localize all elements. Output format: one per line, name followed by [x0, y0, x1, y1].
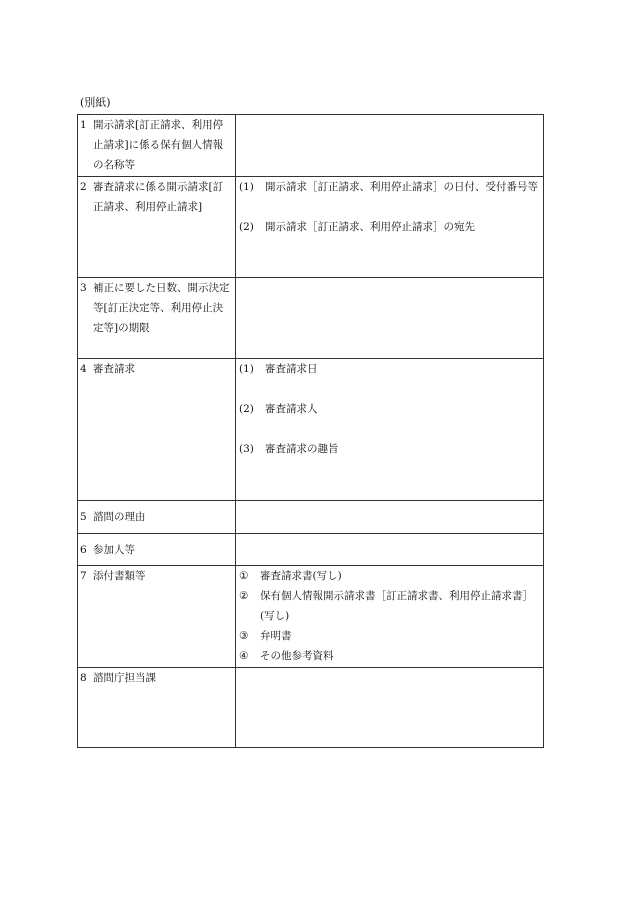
item-number: 1 — [80, 119, 87, 131]
entry-marker: ③ — [239, 630, 249, 642]
table-row — [78, 177, 544, 278]
item-content-cell — [236, 115, 544, 177]
entry-text: その他参考資料 — [260, 650, 334, 662]
content-entry — [238, 646, 541, 666]
attachment-label: (別紙) — [80, 96, 111, 109]
entry-text: 審査請求書(写し) — [260, 570, 342, 582]
item-label: 開示請求[訂正請求、利用停止請求]に係る保有個人情報の名称等 — [93, 119, 224, 171]
content-entry — [238, 177, 541, 197]
entry-marker: ② — [239, 590, 249, 602]
table-row — [78, 668, 544, 748]
item-label: 参加人等 — [93, 543, 135, 556]
item-label-cell — [78, 177, 236, 278]
table-row — [78, 115, 544, 177]
entry-text: 保有個人情報開示請求書［訂正請求書、利用停止請求書］(写し) — [260, 590, 533, 622]
item-number: 7 — [80, 570, 87, 582]
entry-text: 審査請求人 — [265, 403, 318, 415]
item-content-cell — [236, 359, 544, 501]
entry-marker: ① — [239, 570, 249, 582]
entry-marker: (2) — [239, 221, 254, 233]
table-row — [78, 566, 544, 668]
item-content-cell — [236, 534, 544, 566]
entry-text: 弁明書 — [260, 630, 292, 642]
entry-text: 開示請求［訂正請求、利用停止請求］の日付、受付番号等 — [265, 181, 538, 193]
item-label-cell — [78, 534, 236, 566]
item-label-cell — [78, 278, 236, 359]
item-content-cell — [236, 668, 544, 748]
consultation-form-table — [77, 114, 544, 748]
content-entry — [238, 399, 541, 419]
entry-marker: (3) — [239, 443, 254, 455]
content-entry — [238, 439, 541, 459]
item-number: 5 — [80, 511, 87, 523]
item-label: 諮問庁担当課 — [93, 672, 156, 684]
entry-marker: (1) — [239, 181, 254, 193]
item-label-cell — [78, 501, 236, 534]
table-row — [78, 534, 544, 566]
item-label-cell — [78, 566, 236, 668]
item-number: 8 — [80, 672, 87, 684]
item-content-cell — [236, 177, 544, 278]
content-entry — [238, 586, 541, 626]
table-row — [78, 359, 544, 501]
item-number: 4 — [80, 363, 87, 375]
item-label-cell — [78, 115, 236, 177]
item-label: 審査請求に係る開示請求[訂正請求、利用停止請求] — [93, 181, 224, 213]
content-entry — [238, 217, 541, 237]
entry-text: 審査請求の趣旨 — [265, 443, 339, 455]
table-row — [78, 501, 544, 534]
item-content-cell — [236, 278, 544, 359]
entry-marker: (2) — [239, 403, 254, 415]
item-label: 添付書類等 — [93, 570, 146, 582]
item-content-cell — [236, 501, 544, 534]
item-label-cell — [78, 359, 236, 501]
entry-text: 開示請求［訂正請求、利用停止請求］の宛先 — [265, 221, 475, 233]
entry-marker: (1) — [239, 363, 254, 375]
item-number: 6 — [80, 544, 87, 556]
content-entry — [238, 626, 541, 646]
item-content-cell — [236, 566, 544, 668]
content-entry — [238, 359, 541, 379]
table-row — [78, 278, 544, 359]
content-entry — [238, 566, 541, 586]
entry-marker: ④ — [239, 650, 249, 662]
item-number: 2 — [80, 181, 87, 193]
item-label: 諮問の理由 — [93, 511, 146, 523]
item-label: 審査請求 — [93, 363, 135, 375]
entry-text: 審査請求日 — [265, 363, 318, 375]
item-number: 3 — [80, 282, 87, 294]
item-label: 補正に要した日数、開示決定等[訂正決定等、利用停止決定等]の期限 — [93, 282, 230, 334]
item-label-cell — [78, 668, 236, 748]
